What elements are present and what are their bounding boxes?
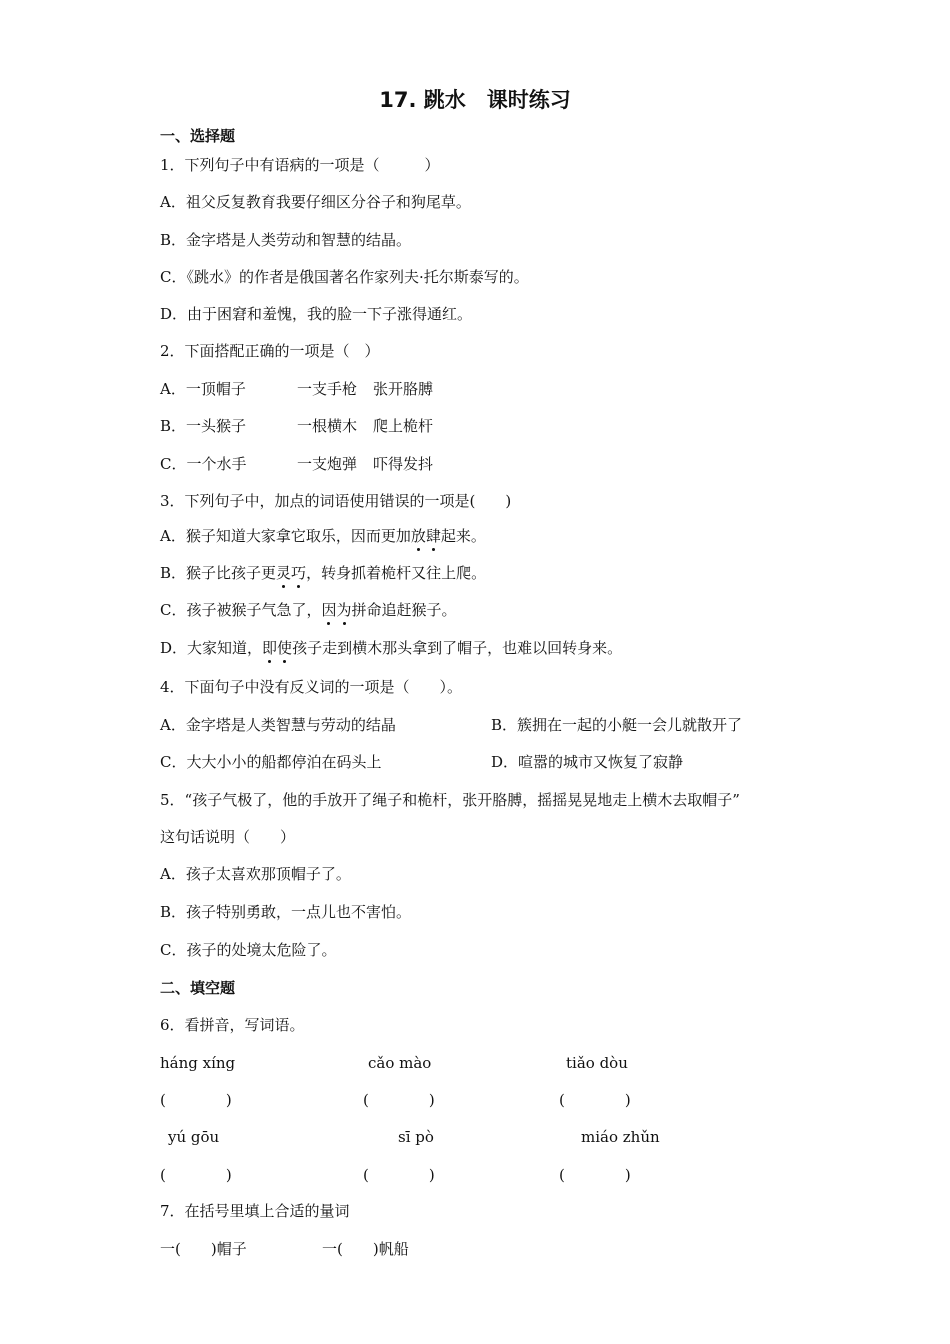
- question-5-option-a: A．孩子太喜欢那顶帽子了。: [160, 865, 351, 883]
- question-5-stem-continued: 这句话说明（ ）: [160, 828, 296, 846]
- question-5-option-c: C．孩子的处境太危险了。: [160, 941, 337, 959]
- question-2-stem: 2．下面搭配正确的一项是（ ）: [160, 342, 380, 360]
- emphasis-dot-char: 巧: [291, 564, 307, 582]
- question-3-option-d: D．大家知道，即使孩子走到横木那头拿到了帽子，也难以回转身来。: [160, 639, 623, 657]
- pinyin-label: tiǎo dòu: [566, 1054, 628, 1072]
- measure-word-item[interactable]: 一( )帽子: [160, 1240, 247, 1258]
- question-2-option-a: A．一顶帽子: [160, 380, 246, 398]
- question-2-option-c-word-3: 吓得发抖: [373, 455, 434, 473]
- question-2-option-b: B．一头猴子: [160, 417, 247, 435]
- question-2-option-a-word-3: 张开胳膊: [373, 380, 434, 398]
- pinyin-label: miáo zhǔn: [581, 1128, 660, 1146]
- question-1-option-b: B．金字塔是人类劳动和智慧的结晶。: [160, 231, 412, 249]
- measure-word-item[interactable]: 一( )帆船: [322, 1240, 409, 1258]
- question-2-option-a-word-2: 一支手枪: [297, 380, 358, 398]
- pinyin-label: yú gōu: [168, 1128, 220, 1146]
- question-2-option-b-word-2: 一根横木: [297, 417, 358, 435]
- pinyin-label: háng xíng: [160, 1054, 236, 1072]
- emphasis-dot-char: 放: [410, 527, 426, 545]
- emphasis-dot-char: 为: [336, 601, 352, 619]
- page-title: 17. 跳水 课时练习: [379, 88, 571, 112]
- question-4-option-c: C．大大小小的船都停泊在码头上: [160, 753, 382, 771]
- question-6-stem: 6．看拼音，写词语。: [160, 1016, 305, 1034]
- question-7-stem: 7．在括号里填上合适的量词: [160, 1202, 350, 1220]
- question-3-stem: 3．下列句子中，加点的词语使用错误的一项是( ): [160, 492, 512, 510]
- question-4-option-d: D．喧嚣的城市又恢复了寂静: [491, 753, 684, 771]
- question-2-option-c: C．一个水手: [160, 455, 247, 473]
- question-4-option-b: B．簇拥在一起的小艇一会儿就散开了: [491, 716, 743, 734]
- question-5-stem: 5．“孩子气极了，他的手放开了绳子和桅杆，张开胳膊，摇摇晃晃地走上横木去取帽子”: [160, 791, 740, 809]
- question-1-option-a: A．祖父反复教育我要仔细区分谷子和狗尾草。: [160, 193, 471, 211]
- question-1-option-c: C．《跳水》的作者是俄国著名作家列夫·托尔斯泰写的。: [160, 268, 529, 286]
- question-4-stem: 4．下面句子中没有反义词的一项是（ ）。: [160, 678, 463, 696]
- emphasis-dot-char: 肆: [425, 527, 441, 545]
- emphasis-dot-char: 因: [321, 601, 337, 619]
- emphasis-dot-char: 即: [262, 639, 278, 657]
- question-5-option-b: B．孩子特别勇敢，一点儿也不害怕。: [160, 903, 412, 921]
- emphasis-dot-char: 灵: [276, 564, 292, 582]
- answer-blank[interactable]: ( ): [559, 1091, 631, 1109]
- answer-blank[interactable]: ( ): [160, 1091, 232, 1109]
- question-3-option-b: B．猴子比孩子更灵巧，转身抓着桅杆又往上爬。: [160, 564, 487, 582]
- question-2-option-b-word-3: 爬上桅杆: [373, 417, 434, 435]
- answer-blank[interactable]: ( ): [160, 1166, 232, 1184]
- answer-blank[interactable]: ( ): [559, 1166, 631, 1184]
- question-3-option-c: C．孩子被猴子气急了，因为拼命追赶猴子。: [160, 601, 457, 619]
- question-1-stem: 1．下列句子中有语病的一项是（ ）: [160, 156, 440, 174]
- question-2-option-c-word-2: 一支炮弹: [297, 455, 358, 473]
- pinyin-label: sī pò: [398, 1128, 434, 1146]
- section-heading-fill-blank: 二、填空题: [160, 979, 236, 997]
- question-1-option-d: D．由于困窘和羞愧，我的脸一下子涨得通红。: [160, 305, 473, 323]
- pinyin-label: cǎo mào: [368, 1054, 432, 1072]
- answer-blank[interactable]: ( ): [363, 1091, 435, 1109]
- question-3-option-a: A．猴子知道大家拿它取乐，因而更加放肆起来。: [160, 527, 486, 545]
- emphasis-dot-char: 使: [277, 639, 293, 657]
- answer-blank[interactable]: ( ): [363, 1166, 435, 1184]
- question-4-option-a: A．金字塔是人类智慧与劳动的结晶: [160, 716, 396, 734]
- section-heading-choice: 一、选择题: [160, 127, 236, 145]
